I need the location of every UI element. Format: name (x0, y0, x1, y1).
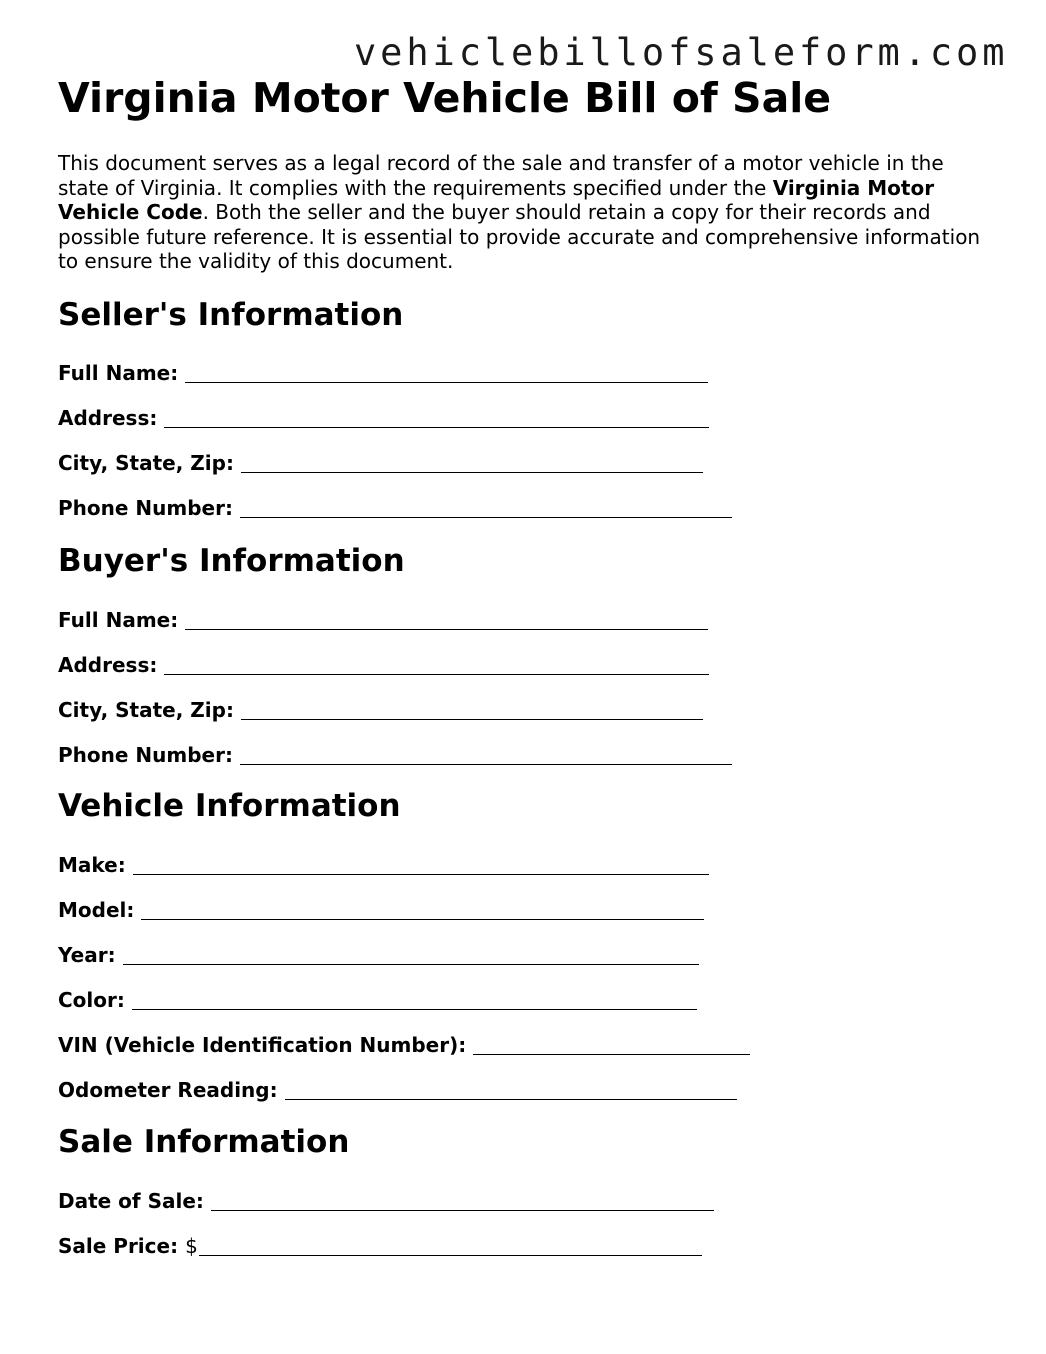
currency-symbol: $ (185, 1234, 198, 1258)
buyer-full-name-field (58, 610, 708, 630)
buyer-phone-field (58, 745, 732, 765)
buyer-phone-line[interactable] (240, 746, 732, 765)
vehicle-color-field (58, 990, 697, 1010)
vehicle-vin-label: VIN (Vehicle Identification Number): (58, 1033, 467, 1057)
intro-paragraph (58, 151, 983, 274)
vehicle-color-label: Color: (58, 988, 125, 1012)
vehicle-odometer-line[interactable] (285, 1081, 737, 1100)
buyer-full-name-label: Full Name: (58, 608, 179, 632)
vehicle-year-field (58, 945, 699, 965)
vehicle-model-label: Model: (58, 898, 135, 922)
buyer-section-heading: Buyer's Information (58, 543, 405, 579)
site-watermark: vehiclebillofsaleform.com (354, 31, 1009, 74)
seller-city-state-zip-label: City, State, Zip: (58, 451, 234, 475)
vehicle-model-line[interactable] (141, 901, 704, 920)
buyer-city-state-zip-field (58, 700, 703, 720)
sale-section-heading: Sale Information (58, 1124, 350, 1160)
buyer-full-name-line[interactable] (185, 611, 708, 630)
sale-date-label: Date of Sale: (58, 1189, 204, 1213)
buyer-city-state-zip-line[interactable] (241, 701, 703, 720)
vehicle-make-field (58, 855, 709, 875)
vehicle-odometer-label: Odometer Reading: (58, 1078, 278, 1102)
seller-full-name-line[interactable] (185, 364, 708, 383)
vehicle-year-label: Year: (58, 943, 116, 967)
vehicle-year-line[interactable] (123, 946, 699, 965)
buyer-address-line[interactable] (164, 656, 709, 675)
vehicle-color-line[interactable] (132, 991, 697, 1010)
vehicle-section-heading: Vehicle Information (58, 788, 401, 824)
buyer-address-field (58, 655, 709, 675)
seller-phone-field (58, 498, 732, 518)
sale-price-label: Sale Price: (58, 1234, 179, 1258)
seller-full-name-label: Full Name: (58, 361, 179, 385)
buyer-city-state-zip-label: City, State, Zip: (58, 698, 234, 722)
intro-code-reference: Virginia Motor Vehicle Code (58, 175, 935, 224)
buyer-phone-label: Phone Number: (58, 743, 233, 767)
seller-full-name-field (58, 363, 708, 383)
seller-city-state-zip-field (58, 453, 703, 473)
vehicle-vin-field (58, 1035, 750, 1055)
sale-price-field (58, 1236, 702, 1256)
seller-section-heading: Seller's Information (58, 297, 404, 333)
seller-city-state-zip-line[interactable] (241, 454, 703, 473)
vehicle-make-line[interactable] (133, 856, 709, 875)
vehicle-vin-line[interactable] (473, 1036, 750, 1055)
sale-date-line[interactable] (211, 1192, 714, 1211)
seller-address-label: Address: (58, 406, 158, 430)
page-title: Virginia Motor Vehicle Bill of Sale (58, 74, 832, 122)
intro-text-2: . Both the seller and the buyer should retain a copy for their records and possible future reference. It is essential to provide accurate and comprehensive information to ensure the validity of this document. (58, 200, 981, 273)
vehicle-model-field (58, 900, 704, 920)
seller-address-line[interactable] (164, 409, 709, 428)
sale-price-line[interactable] (199, 1237, 702, 1256)
buyer-address-label: Address: (58, 653, 158, 677)
sale-date-field (58, 1191, 714, 1211)
seller-phone-label: Phone Number: (58, 496, 233, 520)
vehicle-make-label: Make: (58, 853, 126, 877)
seller-address-field (58, 408, 709, 428)
vehicle-odometer-field (58, 1080, 737, 1100)
intro-text-1: This document serves as a legal record of the sale and transfer of a motor vehicle in the state of Virginia. It complies with the requirements specified under the (58, 151, 944, 200)
seller-phone-line[interactable] (240, 499, 732, 518)
